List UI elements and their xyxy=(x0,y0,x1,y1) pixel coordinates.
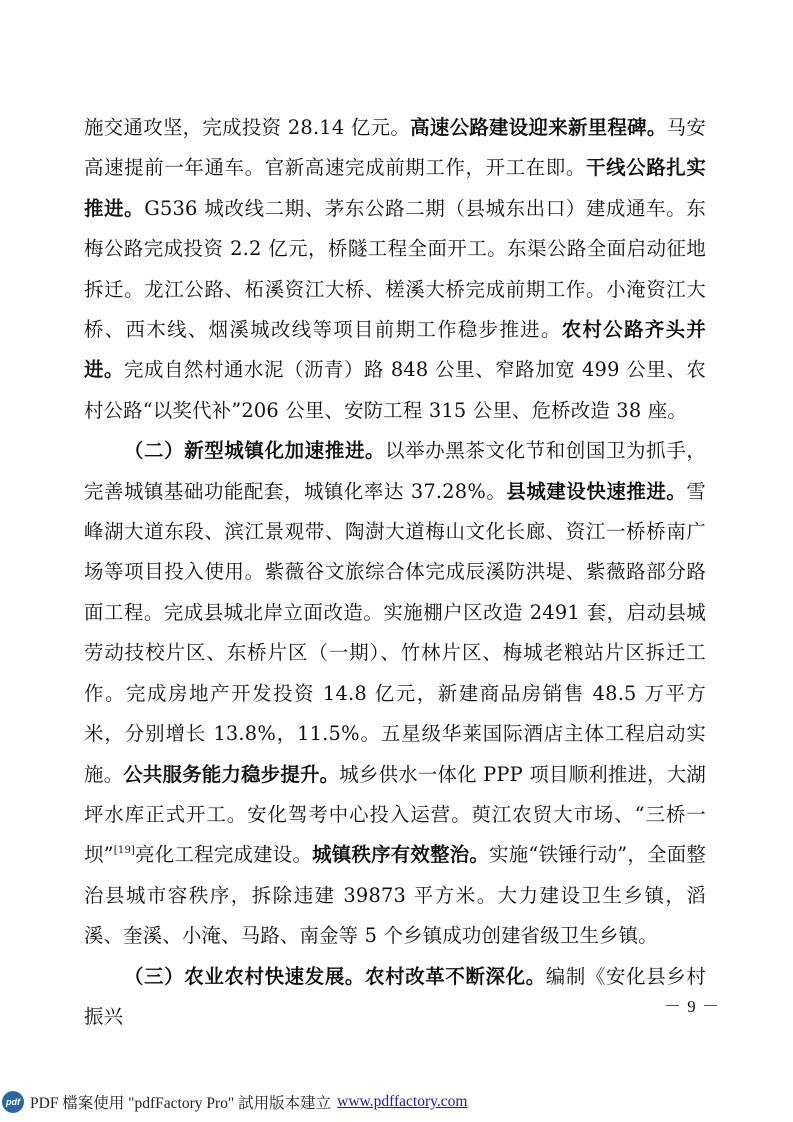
text-span: 城乡供水一体化 PPP 项目顺利推进，大湖坪水库正式开工。安化驾考中心投入运营。萸江农贸大市场、“三桥一坝” xyxy=(84,762,707,867)
section-heading: （三）农业农村快速发展。 xyxy=(124,964,366,988)
text-span: 马安高速提前一年通车。官新高速完成前期工作，开工在即。 xyxy=(84,116,706,180)
text-span: 亮化工程完成建设。 xyxy=(135,843,313,867)
footer-text: PDF 檔案使用 "pdfFactory Pro" 試用版本建立 xyxy=(30,1095,332,1112)
text-span: 完成自然村通水泥（沥青）路 848 公里、窄路加宽 499 公里、农村公路“以奖代补”206 公里、安防工程 315 公里、危桥改造 38 座。 xyxy=(84,358,706,422)
paragraph-urbanization xyxy=(84,431,706,956)
pdf-icon: pdf xyxy=(2,1091,24,1113)
text-span: 编制《安化县乡村振兴 xyxy=(84,964,706,1028)
page-number: － 9 － xyxy=(664,997,720,1016)
footer-link[interactable]: www.pdffactory.com xyxy=(337,1093,468,1110)
paragraph-transport xyxy=(84,108,706,431)
bold-heading: 公共服务能力稳步提升。 xyxy=(123,762,340,786)
text-span: 施交通攻坚，完成投资 28.14 亿元。 xyxy=(84,116,411,139)
bold-heading: 县城建设快速推进。 xyxy=(506,479,687,503)
footnote-ref: [19] xyxy=(113,845,136,857)
bold-heading: 城镇秩序有效整治。 xyxy=(312,843,490,867)
text-span: 实施“铁锤行动”，全面整治县城市容秩序，拆除违建 39873 平方米。大力建设卫生乡镇，滔溪、奎溪、小淹、马路、南金等 5 个乡镇成功创建省级卫生乡镇。 xyxy=(84,843,706,948)
text-span: 雪峰湖大道东段、滨江景观带、陶澍大道梅山文化长廊、资江一桥桥南广场等项目投入使用。紫薇谷文旅综合体完成辰溪防洪堤、紫薇路部分路面工程。完成县城北岸立面改造。实施棚户区改造 2491 套，启动县城劳动技校片区、东桥片区（一期）、竹林片区、梅城老粮站片区拆迁工作。完成房地产开发投资 14.8 亿元，新建商品房销售 48.5 万平方米，分别增长 13.8%，11.5%。五星级华莱国际酒店主体工程启动实施。 xyxy=(84,479,706,786)
body-text xyxy=(84,108,706,1037)
section-heading: （二）新型城镇化加速推进。 xyxy=(124,439,386,463)
footer-bar xyxy=(0,1089,467,1115)
text-span: 以举办黑茶文化节和创国卫为抓手，完善城镇基础功能配套，城镇化率达 37.28%。 xyxy=(84,439,706,503)
bold-heading: 农村公路齐头并进。 xyxy=(84,318,706,382)
paragraph-agriculture xyxy=(84,957,706,1038)
bold-heading: 农村改革不断深化。 xyxy=(365,964,546,988)
text-span: G536 城改线二期、茅东公路二期（县城东出口）建成通车。东梅公路完成投资 2.2 亿元，桥隧工程全面开工。东渠公路全面启动征地拆迁。龙江公路、柘溪资江大桥、槎溪大桥完成前期工作。小淹资江大桥、西木线、烟溪城改线等项目前期工作稳步推进。 xyxy=(84,196,706,342)
bold-heading: 干线公路扎实推进。 xyxy=(84,156,707,220)
bold-heading: 高速公路建设迎来新里程碑。 xyxy=(410,116,667,139)
